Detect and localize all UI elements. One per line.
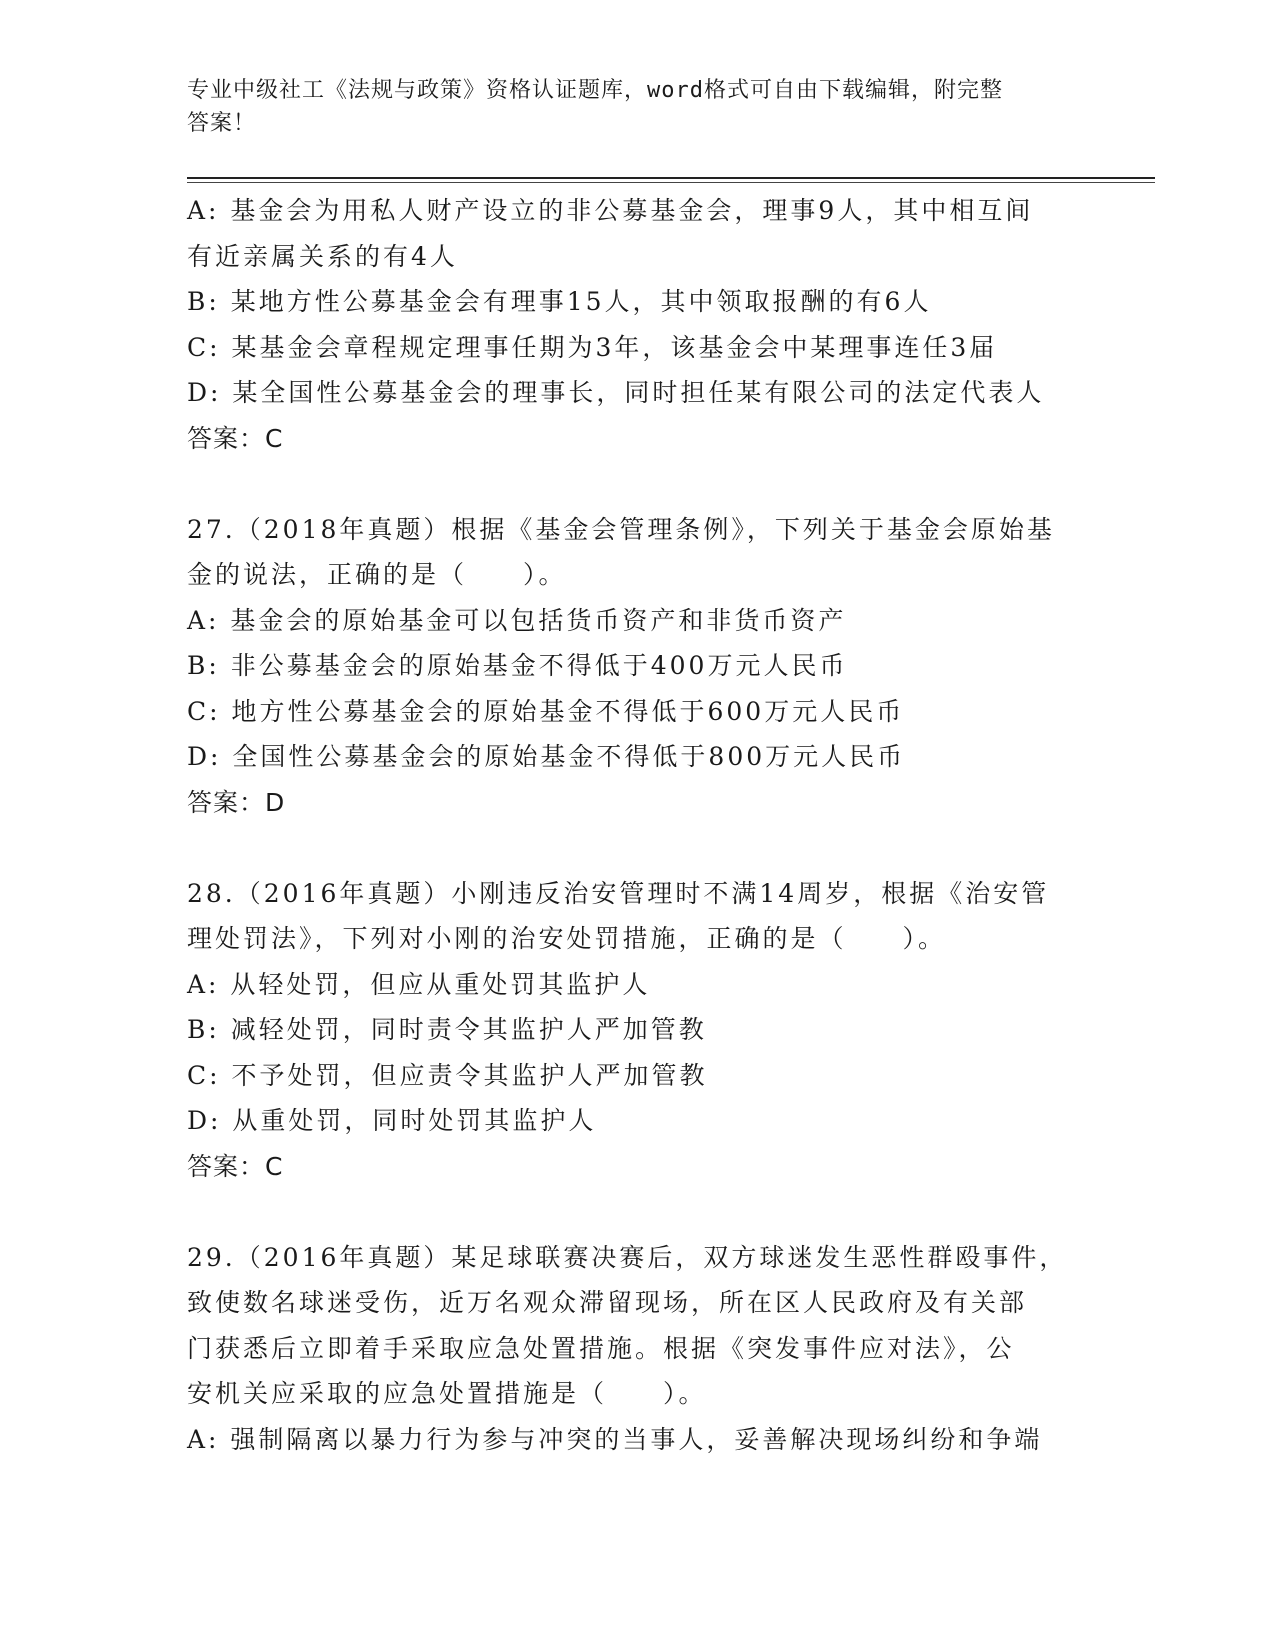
option-b: B: 减轻处罚，同时责令其监护人严加管教 [187, 1015, 707, 1044]
page-header [187, 74, 1067, 140]
option-c: C: 地方性公募基金会的原始基金不得低于600万元人民币 [187, 696, 905, 726]
question-26-continued [187, 188, 1087, 461]
option-c: C: 不予处罚，但应责令其监护人严加管教 [187, 1060, 708, 1090]
option-c: C: 某基金会章程规定理事任期为3年，该基金会中某理事连任3届 [187, 332, 998, 362]
option-a: A: 强制隔离以暴力行为参与冲突的当事人，妥善解决现场纠纷和争端 [187, 1424, 1043, 1454]
question-stem: 29.（2016年真题）某足球联赛决赛后，双方球迷发生恶性群殴事件， [187, 1242, 1068, 1272]
answer-label: 答案：C [187, 1151, 284, 1181]
question-list [187, 188, 1087, 1462]
question-stem-continued: 门获悉后立即着手采取应急处置措施。根据《突发事件应对法》，公 [187, 1333, 1015, 1363]
question-28 [187, 871, 1087, 1190]
spacer [187, 1189, 1087, 1235]
question-stem-continued: 理处罚法》，下列对小刚的治安处罚措施，正确的是（ ）。 [187, 924, 947, 953]
answer-label: 答案：D [187, 787, 286, 817]
option-b: B: 非公募基金会的原始基金不得低于400万元人民币 [187, 651, 848, 680]
header-divider [187, 177, 1155, 179]
option-a: A: 从轻处罚，但应从重处罚其监护人 [187, 969, 651, 999]
question-29 [187, 1235, 1087, 1463]
question-stem: 27.（2018年真题）根据《基金会管理条例》，下列关于基金会原始基 [187, 514, 1055, 544]
spacer [187, 825, 1087, 871]
option-a-continued: 有近亲属关系的有4人 [187, 241, 458, 271]
option-d: D: 全国性公募基金会的原始基金不得低于800万元人民币 [187, 742, 906, 771]
question-stem-continued: 金的说法，正确的是（ ）。 [187, 560, 567, 589]
option-b: B: 某地方性公募基金会有理事15人，其中领取报酬的有6人 [187, 287, 932, 316]
answer-label: 答案：C [187, 423, 284, 453]
option-a: A: 基金会的原始基金可以包括货币资产和非货币资产 [187, 605, 847, 635]
header-divider-thin [187, 182, 1155, 183]
question-27 [187, 507, 1087, 826]
question-stem-continued: 致使数名球迷受伤，近万名观众滞留现场，所在区人民政府及有关部 [187, 1288, 1028, 1317]
question-stem-continued: 安机关应采取的应急处置措施是（ ）。 [187, 1379, 707, 1408]
header-line-2: 答案！ [187, 111, 257, 136]
spacer [187, 461, 1087, 507]
option-d: D: 从重处罚，同时处罚其监护人 [187, 1106, 597, 1135]
option-d: D: 某全国性公募基金会的理事长，同时担任某有限公司的法定代表人 [187, 378, 1045, 407]
header-line-1: 专业中级社工《法规与政策》资格认证题库，word格式可自由下载编辑，附完整 [187, 78, 1003, 103]
option-a: A: 基金会为用私人财产设立的非公募基金会，理事9人，其中相互间 [187, 196, 1034, 225]
question-stem: 28.（2016年真题）小刚违反治安管理时不满14周岁，根据《治安管 [187, 878, 1050, 908]
